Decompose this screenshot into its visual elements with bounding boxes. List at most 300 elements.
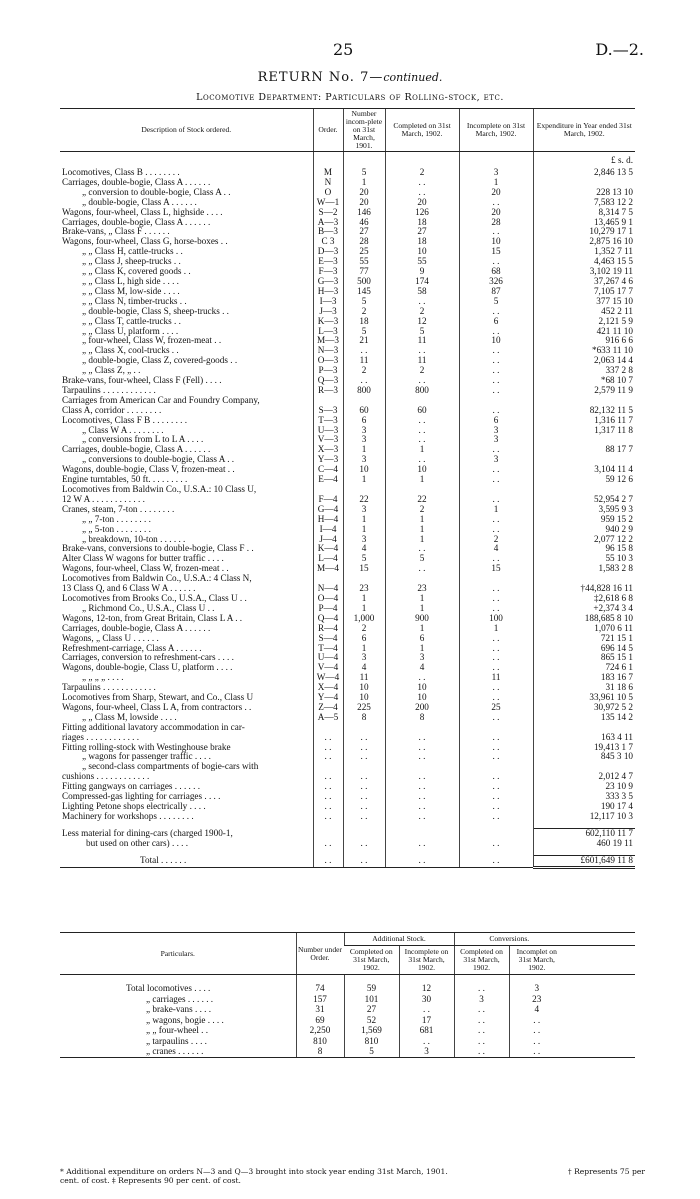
table-row bbox=[60, 525, 635, 535]
particulars-cell: „ brake-vans . . . . bbox=[146, 1004, 212, 1014]
incomplete-1901-cell: 20 bbox=[343, 198, 385, 208]
desc: Fitting additional lavatory accommodation in car- bbox=[62, 722, 245, 732]
incomplete-1901-cell: 1 bbox=[343, 475, 385, 485]
order-cell: R—3 bbox=[313, 386, 343, 396]
header-conversions: Conversions. bbox=[454, 933, 564, 946]
order-cell: Q—4 bbox=[313, 614, 343, 624]
add-incomplete-cell: 3 bbox=[399, 1046, 454, 1057]
completed-cell: 58 bbox=[385, 287, 459, 297]
desc: „ „ Class L, high side . . . . bbox=[82, 276, 179, 286]
completed-cell: 18 bbox=[385, 218, 459, 228]
completed-cell: 1 bbox=[385, 515, 459, 525]
order-cell bbox=[313, 485, 343, 495]
order-cell: . . bbox=[313, 743, 343, 753]
incomplete-1901-cell: . . bbox=[343, 733, 385, 743]
order-cell: B—3 bbox=[313, 227, 343, 237]
desc: Brake-vans, „ Class F . . . . . . bbox=[62, 227, 170, 237]
completed-cell: 2 bbox=[385, 505, 459, 515]
incomplete-1902-cell: 4 bbox=[459, 544, 533, 554]
desc: Brake-vans, conversions to double-bogie, Class F . . bbox=[62, 544, 254, 554]
expenditure-cell: 916 6 6 bbox=[533, 336, 635, 346]
incomplete-1901-cell: 3 bbox=[343, 535, 385, 545]
order-cell: E—3 bbox=[313, 257, 343, 267]
expenditure-cell: ‡2,618 6 8 bbox=[533, 594, 635, 604]
completed-cell: . . bbox=[385, 544, 459, 554]
incomplete-1902-cell: . . bbox=[459, 376, 533, 386]
table-row bbox=[60, 673, 635, 683]
incomplete-1901-cell: 146 bbox=[343, 208, 385, 218]
incomplete-1902-cell: . . bbox=[459, 634, 533, 644]
incomplete-1901-cell: . . bbox=[343, 743, 385, 753]
incomplete-1901-cell: . . bbox=[343, 792, 385, 802]
incomplete-1901-cell: . . bbox=[343, 346, 385, 356]
desc: „ Richmond Co., U.S.A., Class U . . bbox=[82, 603, 215, 613]
table-row bbox=[60, 327, 635, 337]
order-cell: K—4 bbox=[313, 544, 343, 554]
incomplete-1901-cell: 3 bbox=[343, 426, 385, 436]
order-cell: P—4 bbox=[313, 604, 343, 614]
table-row bbox=[60, 257, 635, 267]
completed-cell: 2 bbox=[385, 307, 459, 317]
desc: Fitting gangways on carriages . . . . . . bbox=[62, 782, 201, 792]
completed-cell: 55 bbox=[385, 257, 459, 267]
conv-completed-cell: . . bbox=[454, 1046, 509, 1057]
incomplete-1901-cell: 800 bbox=[343, 386, 385, 396]
completed-cell: . . bbox=[385, 376, 459, 386]
order-cell: O—4 bbox=[313, 594, 343, 604]
incomplete-1901-cell: 15 bbox=[343, 564, 385, 574]
completed-cell: . . bbox=[385, 455, 459, 465]
expenditure-cell: 3,102 19 11 bbox=[533, 267, 635, 277]
incomplete-1902-cell: 15 bbox=[459, 564, 533, 574]
particulars-cell: „ carriages . . . . . . bbox=[146, 993, 214, 1004]
completed-cell: . . bbox=[385, 802, 459, 812]
incomplete-1902-cell bbox=[459, 485, 533, 495]
expenditure-cell: 37,267 4 6 bbox=[533, 277, 635, 287]
completed-cell: 10 bbox=[385, 465, 459, 475]
table-row bbox=[60, 317, 635, 327]
incomplete-1901-cell: 6 bbox=[343, 634, 385, 644]
add-completed-cell: 1,569 bbox=[344, 1025, 399, 1036]
desc: „ double-bogie, Class A . . . . . . bbox=[82, 197, 197, 207]
table-row bbox=[60, 535, 635, 545]
table-row bbox=[60, 762, 635, 772]
table-row bbox=[60, 416, 635, 426]
incomplete-1901-cell bbox=[343, 723, 385, 733]
incomplete-1902-cell: . . bbox=[459, 327, 533, 337]
expenditure-cell: 7,583 12 2 bbox=[533, 198, 635, 208]
expenditure-cell bbox=[533, 574, 635, 584]
incomplete-1902-cell: . . bbox=[459, 356, 533, 366]
desc: Wagons, four-wheel, Class G, horse-boxes . . bbox=[62, 237, 228, 247]
expenditure-cell: 183 16 7 bbox=[533, 673, 635, 683]
add-incomplete-cell: . . bbox=[399, 1004, 454, 1015]
add-incomplete-cell: 17 bbox=[399, 1015, 454, 1026]
order-cell: Q—3 bbox=[313, 376, 343, 386]
incomplete-1901-cell: 1,000 bbox=[343, 614, 385, 624]
table-row bbox=[60, 752, 635, 762]
incomplete-1901-cell: 1 bbox=[343, 515, 385, 525]
desc: 12 W A . . . . . . . . . . . . bbox=[62, 494, 145, 504]
table-row bbox=[60, 693, 635, 703]
conv-completed-cell: . . bbox=[454, 1004, 509, 1015]
incomplete-1901-cell: 5 bbox=[343, 554, 385, 564]
order-cell: V—3 bbox=[313, 435, 343, 445]
header-number-under-order: Number under Order. bbox=[296, 933, 344, 975]
incomplete-1901-cell bbox=[343, 574, 385, 584]
incomplete-1902-cell: 3 bbox=[459, 435, 533, 445]
table-row bbox=[60, 178, 635, 188]
desc: „ „ Class U, platform . . . . bbox=[82, 326, 179, 336]
summary-row bbox=[60, 1025, 635, 1036]
completed-cell: 27 bbox=[385, 227, 459, 237]
desc: Carriages, double-bogie, Class A . . . . . . bbox=[62, 177, 211, 187]
incomplete-1902-cell: 11 bbox=[459, 673, 533, 683]
total-label: Total . . . . . . bbox=[60, 855, 313, 867]
incomplete-1902-cell: 1 bbox=[459, 624, 533, 634]
header-conv-completed: Completed on 31st March, 1902. bbox=[454, 946, 509, 975]
completed-cell: 4 bbox=[385, 663, 459, 673]
completed-cell bbox=[385, 723, 459, 733]
number-under-order-cell: 31 bbox=[296, 1004, 344, 1015]
incomplete-1901-cell bbox=[343, 396, 385, 406]
completed-cell: 200 bbox=[385, 703, 459, 713]
order-cell: H—3 bbox=[313, 287, 343, 297]
desc: „ „ Class T, cattle-trucks . . bbox=[82, 316, 181, 326]
incomplete-1902-cell: . . bbox=[459, 782, 533, 792]
expenditure-cell: 19,413 1 7 bbox=[533, 743, 635, 753]
desc: Fitting rolling-stock with Westinghouse brake bbox=[62, 742, 231, 752]
incomplete-1902-cell: 20 bbox=[459, 188, 533, 198]
order-cell: V—4 bbox=[313, 663, 343, 673]
desc: „ double-bogie, Class Z, covered-goods . . bbox=[82, 356, 238, 366]
desc: „ „ „ „ . . . . bbox=[82, 673, 124, 683]
completed-cell: 1 bbox=[385, 594, 459, 604]
desc: „ breakdown, 10-ton . . . . . . bbox=[82, 534, 186, 544]
table-row bbox=[60, 653, 635, 663]
header-incomplete-1902: Incomplete on 31st March, 1902. bbox=[459, 109, 533, 152]
incomplete-1902-cell: 87 bbox=[459, 287, 533, 297]
order-cell: S—4 bbox=[313, 634, 343, 644]
incomplete-1901-cell: 11 bbox=[343, 673, 385, 683]
completed-cell: 11 bbox=[385, 356, 459, 366]
footnote-dagger: † Represents 75 per bbox=[567, 1167, 645, 1176]
incomplete-1902-cell: 28 bbox=[459, 218, 533, 228]
completed-cell: 9 bbox=[385, 267, 459, 277]
summary-table bbox=[60, 932, 635, 1058]
completed-cell bbox=[385, 396, 459, 406]
expenditure-cell: 724 6 1 bbox=[533, 663, 635, 673]
header-conv-incomplete: Incomplet on 31st March, 1902. bbox=[509, 946, 564, 975]
number-under-order-cell: 2,250 bbox=[296, 1025, 344, 1036]
incomplete-1902-cell bbox=[459, 396, 533, 406]
order-cell bbox=[313, 762, 343, 772]
incomplete-1902-cell: . . bbox=[459, 772, 533, 782]
incomplete-1902-cell: 1 bbox=[459, 505, 533, 515]
order-cell: O—3 bbox=[313, 356, 343, 366]
incomplete-1902-cell: . . bbox=[459, 257, 533, 267]
conv-incomplete-cell: . . bbox=[509, 1036, 564, 1047]
table-row bbox=[60, 237, 635, 247]
summary-row bbox=[60, 1036, 635, 1047]
desc: „ conversions to double-bogie, Class A . . bbox=[82, 455, 235, 465]
header-particulars: Particulars. bbox=[60, 933, 296, 975]
desc: Refreshment-carriage, Class A . . . . . . bbox=[62, 643, 202, 653]
incomplete-1902-cell: . . bbox=[459, 792, 533, 802]
incomplete-1901-cell: 55 bbox=[343, 257, 385, 267]
expenditure-cell: 1,317 11 8 bbox=[533, 426, 635, 436]
table-row bbox=[60, 277, 635, 287]
header-add-incomplete: Incomplete on 31st March, 1902. bbox=[399, 946, 454, 975]
desc: „ „ Class Z, „ . . bbox=[82, 366, 141, 376]
completed-cell: . . bbox=[385, 743, 459, 753]
desc: „ „ 5-ton . . . . . . . . bbox=[82, 524, 151, 534]
incomplete-1901-cell: . . bbox=[343, 752, 385, 762]
order-cell: M bbox=[313, 168, 343, 178]
table-row bbox=[60, 426, 635, 436]
table-header-row bbox=[60, 109, 635, 152]
completed-cell: 22 bbox=[385, 495, 459, 505]
table-row bbox=[60, 485, 635, 495]
expenditure-cell: 1,316 11 7 bbox=[533, 416, 635, 426]
completed-cell: . . bbox=[385, 416, 459, 426]
order-cell: . . bbox=[313, 802, 343, 812]
order-cell: . . bbox=[313, 733, 343, 743]
table-row bbox=[60, 218, 635, 228]
total-row: Total . . . . . . . . . . . . . . £601,649 11 8 bbox=[60, 855, 635, 867]
completed-cell: 2 bbox=[385, 168, 459, 178]
incomplete-1902-cell: . . bbox=[459, 743, 533, 753]
particulars-cell: Total locomotives . . . . bbox=[126, 983, 211, 993]
incomplete-1901-cell: . . bbox=[343, 782, 385, 792]
incomplete-1901-cell: 10 bbox=[343, 693, 385, 703]
order-cell: M—4 bbox=[313, 564, 343, 574]
expenditure-cell: 845 3 10 bbox=[533, 752, 635, 762]
incomplete-1901-cell: . . bbox=[343, 376, 385, 386]
expenditure-cell: 30,972 5 2 bbox=[533, 703, 635, 713]
completed-cell bbox=[385, 574, 459, 584]
header-add-completed: Completed on 31st March, 1902. bbox=[344, 946, 399, 975]
table-row bbox=[60, 475, 635, 485]
expenditure-cell: 421 11 10 bbox=[533, 327, 635, 337]
conv-incomplete-cell: . . bbox=[509, 1015, 564, 1026]
incomplete-1901-cell: 1 bbox=[343, 178, 385, 188]
order-cell: L—4 bbox=[313, 554, 343, 564]
incomplete-1902-cell: . . bbox=[459, 733, 533, 743]
completed-cell: . . bbox=[385, 188, 459, 198]
completed-cell: 10 bbox=[385, 683, 459, 693]
table-row bbox=[60, 634, 635, 644]
desc: Carriages, double-bogie, Class A . . . . . . bbox=[62, 217, 211, 227]
completed-cell: 10 bbox=[385, 247, 459, 257]
incomplete-1901-cell: 5 bbox=[343, 327, 385, 337]
footnote-cost: cent. of cost. ‡ Represents 90 per cent. of cost. bbox=[60, 1176, 241, 1185]
desc: Locomotives, Class F B . . . . . . . . bbox=[62, 415, 188, 425]
incomplete-1902-cell bbox=[459, 723, 533, 733]
incomplete-1902-cell: 100 bbox=[459, 614, 533, 624]
desc: Wagons, four-wheel, Class W, frozen-meat . . bbox=[62, 564, 229, 574]
incomplete-1901-cell: 1 bbox=[343, 525, 385, 535]
incomplete-1902-cell: 2 bbox=[459, 535, 533, 545]
incomplete-1901-cell: 27 bbox=[343, 227, 385, 237]
table-row bbox=[60, 267, 635, 277]
expenditure-cell: 12,117 10 3 bbox=[533, 812, 635, 822]
incomplete-1901-cell: 2 bbox=[343, 624, 385, 634]
add-completed-cell: 101 bbox=[344, 994, 399, 1005]
expenditure-cell: 31 18 6 bbox=[533, 683, 635, 693]
desc: „ four-wheel, Class W, frozen-meat . . bbox=[82, 336, 222, 346]
completed-cell: . . bbox=[385, 733, 459, 743]
completed-cell: 1 bbox=[385, 624, 459, 634]
desc: „ „ Class H, cattle-trucks . . bbox=[82, 247, 183, 257]
table-row bbox=[60, 604, 635, 614]
table-row bbox=[60, 445, 635, 455]
completed-cell: . . bbox=[385, 792, 459, 802]
expenditure-cell bbox=[533, 485, 635, 495]
completed-cell: 11 bbox=[385, 336, 459, 346]
conv-completed-cell: 3 bbox=[454, 994, 509, 1005]
incomplete-1901-cell: 25 bbox=[343, 247, 385, 257]
completed-cell: 1 bbox=[385, 644, 459, 654]
completed-cell: 126 bbox=[385, 208, 459, 218]
order-cell: S—3 bbox=[313, 406, 343, 416]
desc: Locomotives from Baldwin Co., U.S.A.: 10 Class U, bbox=[62, 485, 257, 494]
desc: Wagons, four-wheel, Class L A, from contractors . . bbox=[62, 702, 252, 712]
incomplete-1902-cell: . . bbox=[459, 307, 533, 317]
return-subtitle: Locomotive Department: Particulars of Rolling-stock, etc. bbox=[196, 92, 504, 103]
expenditure-cell: +2,374 3 4 bbox=[533, 604, 635, 614]
add-completed-cell: 59 bbox=[344, 975, 399, 994]
summary-row bbox=[60, 1046, 635, 1057]
desc: Wagons, 12-ton, from Great Britain, Class L A . . bbox=[62, 613, 243, 623]
conv-completed-cell: . . bbox=[454, 1025, 509, 1036]
expenditure-cell: 2,063 14 4 bbox=[533, 356, 635, 366]
order-cell: N bbox=[313, 178, 343, 188]
order-cell: I—3 bbox=[313, 297, 343, 307]
table-row bbox=[60, 396, 635, 406]
desc: „ double-bogie, Class S, sheep-trucks . . bbox=[82, 306, 229, 316]
expenditure-cell bbox=[533, 762, 635, 772]
expenditure-cell: 721 15 1 bbox=[533, 634, 635, 644]
table-row bbox=[60, 247, 635, 257]
incomplete-1902-cell: . . bbox=[459, 594, 533, 604]
header-expenditure: Expenditure in Year ended 31st March, 1902. bbox=[533, 109, 635, 152]
conv-incomplete-cell: 23 bbox=[509, 994, 564, 1005]
expenditure-cell: 3,595 9 3 bbox=[533, 505, 635, 515]
table-row bbox=[60, 743, 635, 753]
order-cell: U—4 bbox=[313, 653, 343, 663]
order-cell bbox=[313, 396, 343, 406]
incomplete-1902-cell: . . bbox=[459, 475, 533, 485]
desc: Tarpaulins . . . . . . . . . . . . bbox=[62, 385, 156, 395]
header-additional-stock: Additional Stock. bbox=[344, 933, 454, 946]
incomplete-1902-cell: 68 bbox=[459, 267, 533, 277]
completed-cell: . . bbox=[385, 812, 459, 822]
table-row bbox=[60, 336, 635, 346]
completed-cell: . . bbox=[385, 752, 459, 762]
incomplete-1902-cell: 3 bbox=[459, 455, 533, 465]
incomplete-1902-cell: . . bbox=[459, 515, 533, 525]
order-cell: Y—3 bbox=[313, 455, 343, 465]
incomplete-1901-cell: 3 bbox=[343, 455, 385, 465]
order-cell: A—3 bbox=[313, 218, 343, 228]
desc: Wagons, double-bogie, Class V, frozen-meat . . bbox=[62, 465, 235, 475]
incomplete-1902-cell: . . bbox=[459, 346, 533, 356]
expenditure-cell: 33,961 10 5 bbox=[533, 693, 635, 703]
order-cell: E—4 bbox=[313, 475, 343, 485]
table-row bbox=[60, 366, 635, 376]
completed-cell: . . bbox=[385, 297, 459, 307]
document-id: D.—2. bbox=[595, 40, 644, 59]
expenditure-cell bbox=[533, 723, 635, 733]
incomplete-1901-cell bbox=[343, 485, 385, 495]
expenditure-cell: *68 10 7 bbox=[533, 376, 635, 386]
order-cell: Y—4 bbox=[313, 693, 343, 703]
expenditure-cell: 8,314 7 5 bbox=[533, 208, 635, 218]
table-row bbox=[60, 594, 635, 604]
completed-cell: . . bbox=[385, 178, 459, 188]
incomplete-1902-cell: 15 bbox=[459, 247, 533, 257]
return-title bbox=[0, 70, 700, 85]
incomplete-1901-cell: 1 bbox=[343, 644, 385, 654]
order-cell: . . bbox=[313, 792, 343, 802]
expenditure-cell: 1,583 2 8 bbox=[533, 564, 635, 574]
desc: Wagons, four-wheel, Class L, highside . . . . bbox=[62, 207, 223, 217]
desc: Cranes, steam, 7-ton . . . . . . . . bbox=[62, 504, 175, 514]
incomplete-1901-cell: 1 bbox=[343, 445, 385, 455]
table-row bbox=[60, 515, 635, 525]
order-cell: T—3 bbox=[313, 416, 343, 426]
number-under-order-cell: 8 bbox=[296, 1046, 344, 1057]
expenditure-cell: 696 14 5 bbox=[533, 644, 635, 654]
desc: „ „ Class M, low-side . . . . bbox=[82, 286, 180, 296]
expenditure-cell: 2,121 5 9 bbox=[533, 317, 635, 327]
less-row: but used on other cars) . . . . . . . . . . . . 460 19 11 bbox=[60, 839, 635, 849]
completed-cell: 1 bbox=[385, 445, 459, 455]
table-row bbox=[60, 198, 635, 208]
incomplete-1901-cell: 145 bbox=[343, 287, 385, 297]
conv-completed-cell: . . bbox=[454, 975, 509, 994]
number-under-order-cell: 157 bbox=[296, 994, 344, 1005]
incomplete-1901-cell bbox=[343, 762, 385, 772]
completed-cell: 20 bbox=[385, 198, 459, 208]
incomplete-1902-cell: 3 bbox=[459, 426, 533, 436]
incomplete-1902-cell: . . bbox=[459, 683, 533, 693]
table-row bbox=[60, 287, 635, 297]
incomplete-1902-cell: . . bbox=[459, 752, 533, 762]
desc: Carriages from American Car and Foundry Company, bbox=[62, 395, 260, 405]
add-completed-cell: 5 bbox=[344, 1046, 399, 1057]
table-row bbox=[60, 644, 635, 654]
particulars-cell: „ wagons, bogie . . . . bbox=[146, 1014, 224, 1025]
incomplete-1902-cell: . . bbox=[459, 812, 533, 822]
incomplete-1901-cell: 28 bbox=[343, 237, 385, 247]
incomplete-1902-cell: . . bbox=[459, 495, 533, 505]
incomplete-1901-cell: 3 bbox=[343, 435, 385, 445]
incomplete-1901-cell: 3 bbox=[343, 505, 385, 515]
add-incomplete-cell: . . bbox=[399, 1036, 454, 1047]
desc: Wagons, double-bogie, Class U, platform . . . . bbox=[62, 663, 233, 673]
incomplete-1901-cell: 225 bbox=[343, 703, 385, 713]
expenditure-cell: 940 2 9 bbox=[533, 525, 635, 535]
summary-row bbox=[60, 1015, 635, 1026]
table-row bbox=[60, 227, 635, 237]
table-row bbox=[60, 624, 635, 634]
header-order: Order. bbox=[313, 109, 343, 152]
expenditure-cell: 23 10 9 bbox=[533, 782, 635, 792]
desc: „ „ 7-ton . . . . . . . . bbox=[82, 514, 151, 524]
completed-cell: 12 bbox=[385, 317, 459, 327]
